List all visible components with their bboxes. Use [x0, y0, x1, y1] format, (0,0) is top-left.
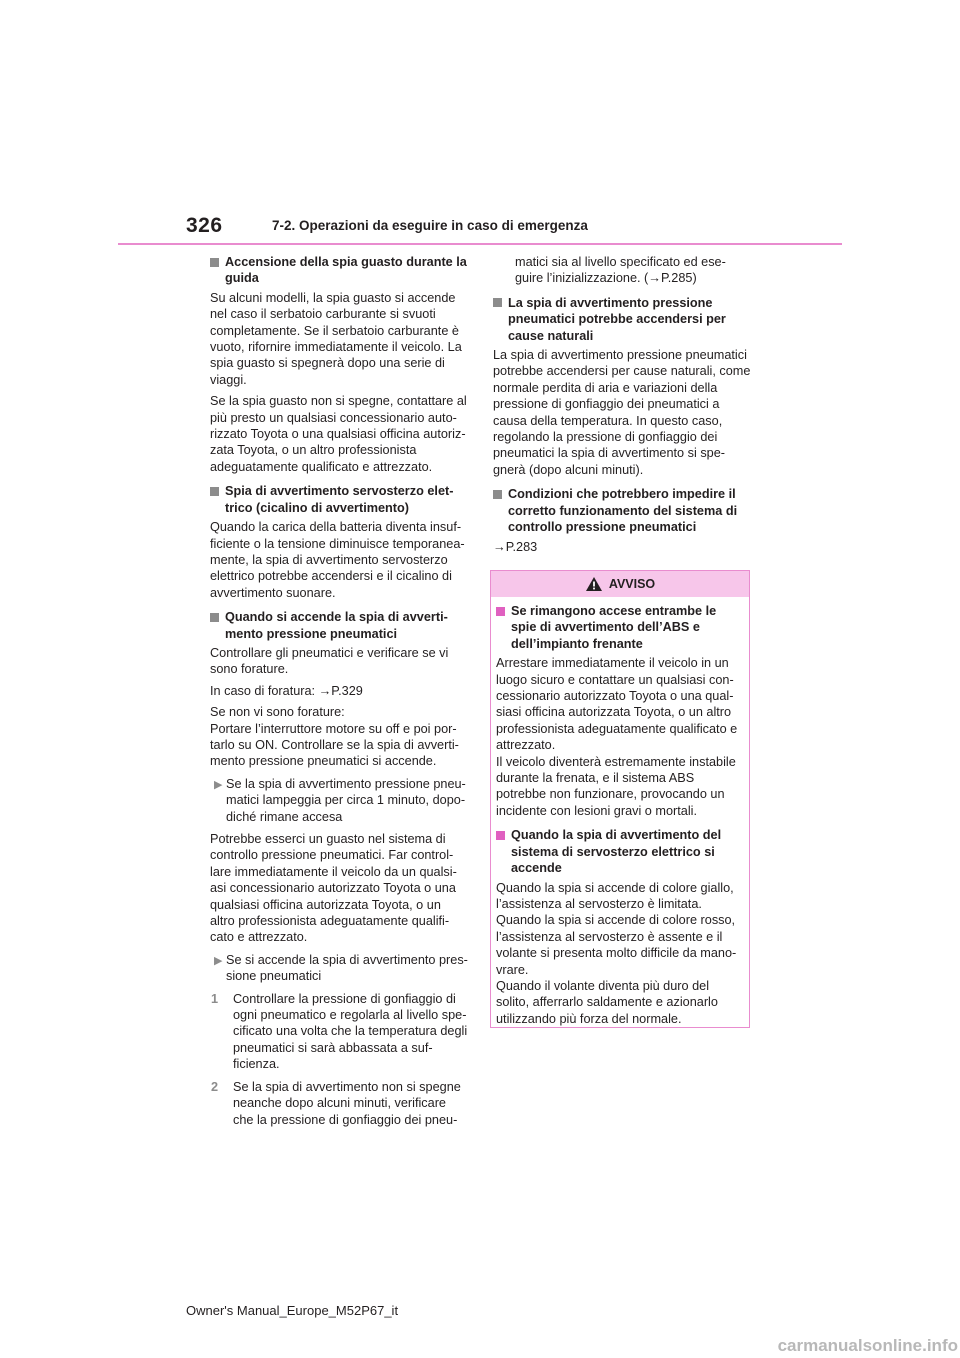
section-title: 7-2. Operazioni da eseguire in caso di emergenza [272, 218, 588, 233]
warning-section-eps [496, 827, 744, 1027]
square-bullet-icon [210, 613, 219, 622]
warning-title: AVVISO [608, 577, 656, 591]
square-bullet-icon [496, 607, 505, 616]
warning-box [490, 570, 750, 1028]
step-continuation: matici sia al livello specificato ed ese-guire l’inizializzazione. (→P.285) [515, 255, 726, 286]
section-heading: Quando si accende la spia di avverti-mento pressione pneumatici [210, 609, 468, 642]
header-rule [118, 243, 842, 245]
square-bullet-icon [493, 490, 502, 499]
paragraph: Controllare gli pneumatici e verificare se vi sono forature. [210, 645, 449, 677]
section-tire-pressure-light [210, 609, 468, 1128]
paragraph: Quando il volante diventa più duro del solito, afferrarlo saldamente e azionarlo utilizzando più forza del normale. [496, 978, 718, 1026]
section-heading: Accensione della spia guasto durante la guida [210, 254, 468, 287]
warning-header [491, 571, 749, 597]
triangle-right-icon: ▶ [214, 954, 223, 967]
section-eps-warning [210, 483, 468, 601]
square-bullet-icon [210, 258, 219, 267]
step-number: 1 [211, 991, 219, 1006]
paragraph: Quando la carica della batteria diventa insuf-ficiente o la tensione diminuisce temporanea-mente, la spia di avvertimento servosterzo elettrico potrebbe accendersi e il cicalino di avvertimento suonare. [210, 520, 465, 600]
page-reference[interactable]: →P.283 [493, 539, 538, 554]
section-malfunction-light [210, 254, 468, 475]
section-heading: La spia di avvertimento pressione pneumatici potrebbe accendersi per cause naturali [493, 295, 751, 344]
numbered-step: 2 Se la spia di avvertimento non si spegne neanche dopo alcuni minuti, verificare che la pressione di gonfiaggio dei pneu- [211, 1079, 461, 1127]
paragraph: Se non vi sono forature: Portare l’interruttore motore su off e poi por-tarlo su ON. Controllare se la spia di avverti-mento pressione pneumatici si accende. [210, 705, 459, 769]
paragraph: Se la spia guasto non si spegne, contattare al più presto un qualsiasi concessionario auto-rizzato Toyota o una qualsiasi officina autoriz-zata Toyota, o un altro professionista adeguatamente qualificato e attrezzato. [210, 394, 467, 474]
paragraph: Su alcuni modelli, la spia guasto si accende nel caso il serbatoio carburante si svuoti completamente. Se il serbatoio carburante è vuoto, rifornire immediatamente il veicolo. La spia guasto si spegnerà dopo una serie di viaggi. [210, 290, 462, 387]
warning-body [491, 597, 749, 1027]
arrow-list-item: ▶ Se la spia di avvertimento pressione pneu-matici lampeggia per circa 1 minuto, dopo-diché rimane accesa [214, 776, 466, 824]
left-column [210, 254, 468, 1136]
section-heading: Condizioni che potrebbero impedire il corretto funzionamento del sistema di controllo pressione pneumatici [493, 486, 751, 535]
triangle-right-icon: ▶ [214, 778, 223, 791]
paragraph: Il veicolo diventerà estremamente instabile durante la frenata, e il sistema ABS potrebbe non funzionare, provocando un incidente con lesioni gravi o mortali. [496, 754, 736, 818]
section-heading: Spia di avvertimento servosterzo elet-trico (cicalino di avvertimento) [210, 483, 468, 516]
square-bullet-icon [496, 831, 505, 840]
section-heading: Quando la spia di avvertimento del sistema di servosterzo elettrico si accende [496, 827, 744, 876]
paragraph: La spia di avvertimento pressione pneumatici potrebbe accendersi per cause naturali, come normale perdita di aria e variazioni della pressione di gonfiaggio dei pneumatici a causa della temperatura. In questo caso, regolando la pressione di gonfiaggio dei pneumatici la spia di avvertimento si spe-gnerà (dopo alcuni minuti). [493, 348, 751, 477]
section-natural-causes [493, 295, 751, 478]
page-reference[interactable]: In caso di foratura: →P.329 [210, 683, 363, 698]
step-number: 2 [211, 1079, 219, 1094]
warning-triangle-icon [585, 576, 603, 592]
warning-section-abs [496, 603, 744, 819]
footer-manual-id: Owner's Manual_Europe_M52P67_it [186, 1303, 399, 1318]
right-column [493, 254, 751, 563]
square-bullet-icon [210, 487, 219, 496]
paragraph: Arrestare immediatamente il veicolo in un luogo sicuro e contattare un qualsiasi con-cessionario autorizzato Toyota o una qual-siasi officina autorizzata Toyota, o un altro professionista adeguatamente qualificato e attrezzato. [496, 656, 738, 753]
numbered-step: 1 Controllare la pressione di gonfiaggio di ogni pneumatico e regolarla al livello spe-cificato una volta che la temperatura degli pneumatici si sarà abbassata a suf-ficienza. [211, 991, 468, 1072]
square-bullet-icon [493, 298, 502, 307]
paragraph: Quando la spia si accende di colore giallo, l’assistenza al servosterzo è limitata. [496, 880, 734, 911]
page-number: 326 [186, 214, 223, 237]
paragraph: Potrebbe esserci un guasto nel sistema di controllo pressione pneumatici. Far control-lare immediatamente il veicolo da un qualsi-asi concessionario autorizzato Toyota o una qualsiasi officina autorizzata Toyota, o un altro professionista adeguatamente qualifi-cato e attrezzato. [210, 832, 457, 945]
arrow-list-item: ▶ Se si accende la spia di avvertimento pres-sione pneumatici [214, 952, 468, 984]
section-heading: Se rimangono accese entrambe le spie di avvertimento dell’ABS e dell’impianto frenante [496, 603, 744, 652]
paragraph: Quando la spia si accende di colore rosso, l’assistenza al servosterzo è assente e il volante si presenta molto difficile da mano-vrare. [496, 913, 737, 977]
watermark: carmanualsonline.info [777, 1336, 958, 1355]
section-conditions [493, 486, 751, 555]
